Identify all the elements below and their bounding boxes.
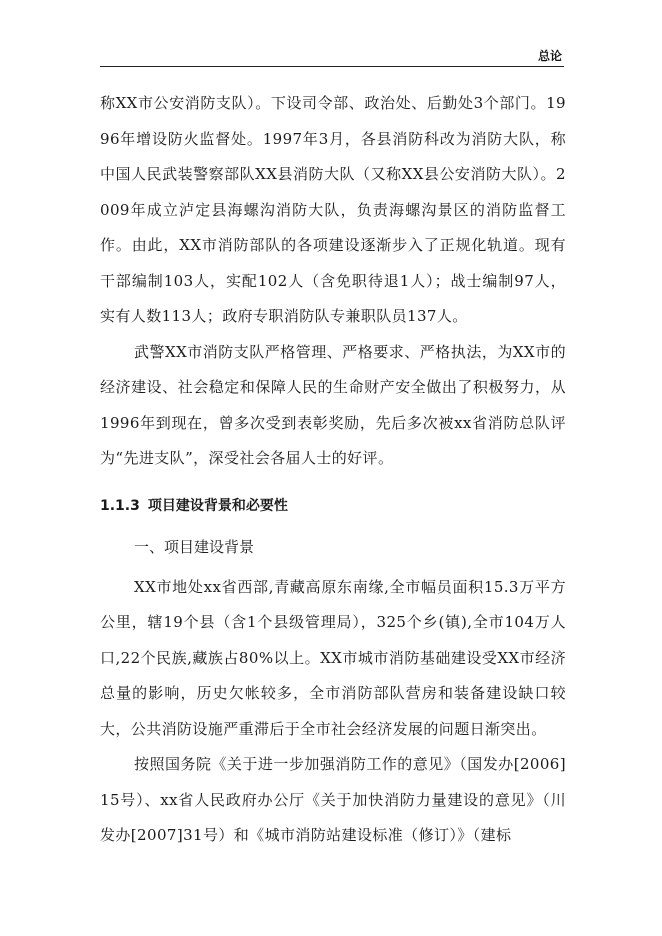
paragraph-history: 称XX市公安消防支队）。下设司令部、政治处、后勤处3个部门。1996年增设防火监督处。1997年3月，各县消防科改为消防大队，称中国人民武装警察部队XX县消防大队（又称XX县公安消防大队）。2009年成立泸定县海螺沟消防大队，负责海螺沟景区的消防监督工作。由此，XX市消防部队的各项建设逐渐步入了正规化轨道。现有干部编制103人，实配102人（含免职待退1人）；战士编制97人，实有人数113人；政府专职消防队专兼职队员137人。 [100,94,566,325]
paragraph-background: XX市地处xx省西部,青藏高原东南缘,全市幅员面积15.3万平方公里，辖19个县（含1个县级管理局），325个乡(镇),全市104万人口,22个民族,藏族占80%以上。XX市城市消防基础建设受XX市经济总量的影响，历史欠帐较多，全市消防部队营房和装备建设缺口较大，公共消防设施严重滞后于全市社会经济发展的问题日渐突出。 [100,577,566,738]
page-body [100,86,566,854]
paragraph-achievements: 武警XX市消防支队严格管理、严格要求、严格执法，为XX市的经济建设、社会稳定和保障人民的生命财产安全做出了积极努力，从1996年到现在，曾多次受到表彰奖励，先后多次被xx省消防总队评为“先进支队”，深受社会各届人士的好评。 [100,342,566,467]
header-divider [100,66,564,67]
paragraph-policy: 按照国务院《关于进一步加强消防工作的意见》（国发办[2006]15号）、xx省人民政府办公厅《关于加快消防力量建设的意见》（川发办[2007]31号）和《城市消防站建设标准（修订）》（建标 [100,755,566,844]
running-header: 总论 [537,49,562,63]
subsection-heading: 一、项目建设背景 [134,537,255,556]
section-heading [100,489,566,524]
section-number: 1.1.3 [100,497,140,514]
section-title: 项目建设背景和必要性 [147,497,288,514]
